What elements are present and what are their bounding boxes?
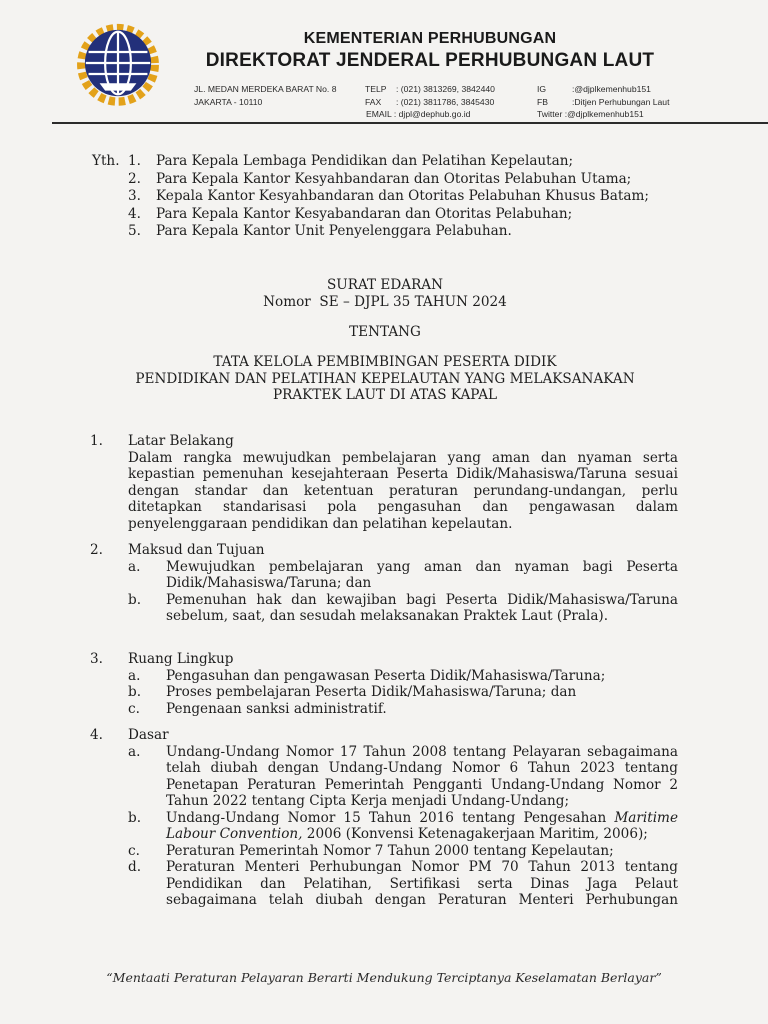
addressee-text: Para Kepala Kantor Unit Penyelenggara Pelabuhan.: [156, 223, 512, 239]
section-heading: Maksud dan Tujuan: [128, 542, 265, 558]
addressee-item: [128, 171, 680, 189]
telp-label: TELP: [365, 84, 387, 94]
section-number: 1.: [90, 433, 103, 449]
section-number: 2.: [90, 542, 103, 558]
addressee-text: Para Kepala Lembaga Pendidikan dan Pelatihan Kepelautan;: [156, 153, 574, 169]
section-heading: Dasar: [128, 727, 169, 743]
item-letter: b.: [128, 809, 142, 826]
ministry-logo: [72, 17, 164, 109]
item-letter: c.: [128, 842, 140, 859]
item-text-part: 2006 (Konvensi Ketenagakerjaan Maritim, 2006);: [302, 826, 648, 842]
list-item: [128, 810, 678, 843]
item-text: Mewujudkan pembelajaran yang aman dan nyaman bagi Peserta Didik/Mahasiswa/Taruna; dan: [166, 558, 678, 591]
item-text: Pengenaan sanksi administratif.: [166, 700, 387, 717]
addressee-label: Yth.: [92, 153, 120, 169]
social-labels: [537, 83, 548, 108]
item-text: Pemenuhan hak dan kewajiban bagi Peserta Didik/Mahasiswa/Taruna sebelum, saat, dan sesudah melaksanakan Praktek Laut (Prala).: [166, 591, 678, 624]
address-line-2: JAKARTA - 10110: [194, 96, 263, 107]
fax-label: FAX: [365, 96, 382, 107]
addressee-num: 3.: [128, 188, 141, 204]
list-item: [128, 744, 678, 810]
fb-label: FB: [537, 96, 548, 107]
item-letter: b.: [128, 591, 142, 608]
ig-value: :@djplkemenhub151: [572, 84, 651, 94]
circular-subject: [90, 354, 680, 404]
section-dasar: [90, 727, 678, 909]
addressee-text: Para Kepala Kantor Kesyahbandaran dan Otoritas Pelabuhan Utama;: [156, 170, 632, 187]
list-item: [128, 684, 678, 701]
directorate-name: DIREKTORAT JENDERAL PERHUBUNGAN LAUT: [205, 50, 655, 71]
item-text: Peraturan Menteri Perhubungan Nomor PM 70 Tahun 2013 tentang Pendidikan dan Pelatihan, Sertifikasi serta Dinas Jaga Pelaut sebagaimana telah diubah dengan Peraturan Menteri Perhubungan: [166, 859, 678, 908]
item-text-part: Undang-Undang Nomor 15 Tahun 2016 tentang Pengesahan: [166, 809, 615, 826]
email-text: EMAIL : djpl@dephub.go.id: [366, 109, 471, 119]
addressee-item: [128, 223, 680, 241]
ig-label: IG: [537, 84, 547, 94]
subject-line: TATA KELOLA PEMBIMBINGAN PESERTA DIDIK: [213, 354, 557, 370]
phone-fax-labels: [365, 83, 387, 108]
section-paragraph: Dalam rangka mewujudkan pembelajaran yang aman dan nyaman serta kepastian pemenuhan kesejahteraan Peserta Didik/Mahasiswa/Taruna sesuai dengan standar dan ketentuan peraturan perundang-undangan, perlu ditetapkan standarisasi pola pengasuhan dan pengawasan dalam penyelenggaraan pendidikan dan pelatihan kepelautan.: [128, 449, 678, 532]
section-number: 3.: [90, 651, 103, 667]
list-item: [128, 701, 678, 718]
circular-tentang: TENTANG: [349, 324, 421, 340]
addressee-num: 5.: [128, 223, 141, 239]
section-ruang-lingkup: [90, 651, 678, 717]
item-letter: a.: [128, 558, 141, 575]
item-text-italic: Maritime Labour Convention,: [166, 809, 678, 842]
subject-line: PENDIDIKAN DAN PELATIHAN KEPELAUTAN YANG MELAKSANAKAN: [135, 370, 635, 387]
addressee-list: [128, 153, 680, 241]
telp-value: : (021) 3813269, 3842440: [396, 84, 495, 94]
fax-value: : (021) 3811786, 3845430: [396, 96, 495, 107]
addressee-item: [128, 206, 680, 224]
twitter-text: Twitter :@djplkemenhub151: [537, 109, 644, 119]
item-text: Undang-Undang Nomor 17 Tahun 2008 tentang Pelayaran sebagaimana telah diubah dengan Undang-Undang Nomor 6 Tahun 2023 tentang Penetapan Peraturan Pemerintah Pengganti Undang-Undang Nomor 2 Tahun 2022 tentang Cipta Kerja menjadi Undang-Undang;: [166, 743, 678, 809]
addressee-num: 1.: [128, 153, 141, 169]
list-item: [128, 592, 678, 625]
item-letter: a.: [128, 667, 141, 684]
section-maksud-tujuan: [90, 542, 678, 625]
fb-value: :Ditjen Perhubungan Laut: [572, 96, 670, 107]
list-item: [128, 668, 678, 685]
section-number: 4.: [90, 727, 103, 743]
item-letter: a.: [128, 743, 141, 760]
addressee-item: [128, 188, 680, 206]
ministry-name: KEMENTERIAN PERHUBUNGAN: [303, 30, 557, 47]
list-item: [128, 843, 678, 860]
list-item: [128, 859, 678, 909]
item-text: Peraturan Pemerintah Nomor 7 Tahun 2000 tentang Kepelautan;: [166, 842, 614, 859]
addressee-num: 2.: [128, 170, 141, 187]
address-block: [194, 83, 336, 108]
item-text: Proses pembelajaran Peserta Didik/Mahasiswa/Taruna; dan: [166, 684, 577, 700]
section-latar-belakang: [90, 433, 678, 532]
address-line-1: JL. MEDAN MERDEKA BARAT No. 8: [194, 84, 337, 94]
section-heading: Latar Belakang: [128, 433, 234, 449]
addressee-text: Kepala Kantor Kesyahbandaran dan Otoritas Pelabuhan Khusus Batam;: [156, 188, 649, 204]
item-letter: c.: [128, 700, 140, 717]
item-letter: d.: [128, 859, 142, 875]
circular-number: Nomor SE – DJPL 35 TAHUN 2024: [263, 294, 507, 310]
item-text: [166, 810, 678, 843]
item-text: Pengasuhan dan pengawasan Peserta Didik/Mahasiswa/Taruna;: [166, 667, 606, 684]
subject-line: PRAKTEK LAUT DI ATAS KAPAL: [272, 387, 498, 403]
item-letter: b.: [128, 684, 142, 700]
list-item: [128, 559, 678, 592]
footer-motto: “Mentaati Peraturan Pelayaran Berarti Mendukung Terciptanya Keselamatan Berlayar”: [106, 970, 662, 985]
ship-hull: [100, 83, 137, 90]
circular-title: SURAT EDARAN: [326, 277, 444, 293]
addressee-num: 4.: [128, 205, 141, 222]
addressee-item: [128, 153, 680, 171]
section-heading: Ruang Lingkup: [128, 651, 234, 667]
letterhead-divider: [52, 122, 768, 124]
addressee-text: Para Kepala Kantor Kesyabandaran dan Otoritas Pelabuhan;: [156, 205, 573, 222]
